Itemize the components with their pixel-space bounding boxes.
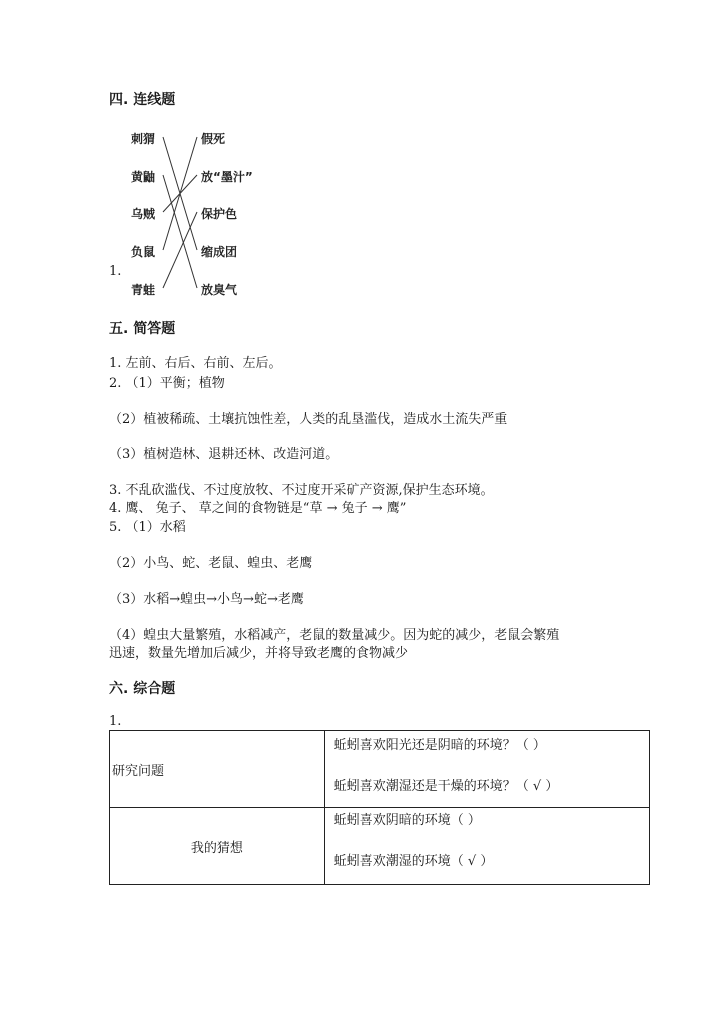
left-item: 刺猬 — [131, 132, 156, 146]
connection-line — [163, 212, 197, 288]
table-cell — [110, 731, 325, 808]
answer-line: 2. （1）平衡；植物 — [109, 376, 225, 391]
table-cell — [324, 731, 649, 808]
right-item: 放臭气 — [201, 283, 238, 297]
answer-line: （3）植树造林、退耕还林、改造河道。 — [109, 447, 339, 462]
left-item: 黄鼬 — [131, 170, 156, 184]
left-item: 乌贼 — [131, 207, 156, 221]
answer-line: 1. 左前、右后、右前、左后。 — [109, 356, 282, 371]
section6-title: 六. 综合题 — [109, 681, 176, 697]
research-table — [109, 730, 650, 885]
cell-line: 蚯蚓喜欢阴暗的环境（ ） — [333, 813, 481, 828]
answer-line: （3）水稻→蝗虫→小鸟→蛇→老鹰 — [109, 592, 304, 607]
right-item: 假死 — [201, 132, 226, 146]
cell-line: 蚯蚓喜欢潮湿的环境（ √ ） — [333, 854, 494, 869]
section4-title: 四. 连线题 — [109, 92, 176, 108]
right-item: 保护色 — [201, 207, 238, 221]
hypothesis-label: 我的猜想 — [190, 840, 243, 856]
table-cell — [110, 808, 325, 885]
right-item: 放“墨汁” — [201, 170, 253, 184]
question-number: 1. — [109, 714, 122, 729]
answer-line: （2）小鸟、蛇、老鼠、蝗虫、老鹰 — [109, 556, 313, 571]
answer-line: 3. 不乱砍滥伐、不过度放牧、不过度开采矿产资源,保护生态环境。 — [109, 483, 494, 498]
cell-line: 蚯蚓喜欢阳光还是阴暗的环境？（ ） — [333, 738, 546, 753]
section5-title: 五. 简答题 — [109, 321, 176, 337]
cell-line: 蚯蚓喜欢潮湿还是干燥的环境？（ √ ） — [333, 779, 559, 794]
answer-line: 4. 鹰、 兔子、 草之间的食物链是“草 → 兔子 → 鹰” — [109, 501, 407, 516]
answer-line: 5. （1）水稻 — [109, 520, 186, 535]
research-question-label: 研究问题 — [112, 763, 165, 779]
table-cell — [324, 808, 649, 885]
answer-line: （4）蝗虫大量繁殖，水稻减产，老鼠的数量减少。因为蛇的减少，老鼠会繁殖 — [109, 628, 560, 643]
left-item: 青蛙 — [131, 283, 156, 297]
question-number: 1. — [109, 264, 122, 279]
table-row — [110, 731, 650, 808]
right-item: 缩成团 — [201, 245, 238, 259]
left-item: 负鼠 — [131, 245, 156, 259]
connection-lines — [0, 0, 720, 320]
answer-line: 迅速，数量先增加后减少，并将导致老鹰的食物减少 — [109, 646, 409, 661]
table-row — [110, 808, 650, 885]
answer-line: （2）植被稀疏、土壤抗蚀性差，人类的乱垦滥伐，造成水土流失严重 — [109, 412, 508, 427]
